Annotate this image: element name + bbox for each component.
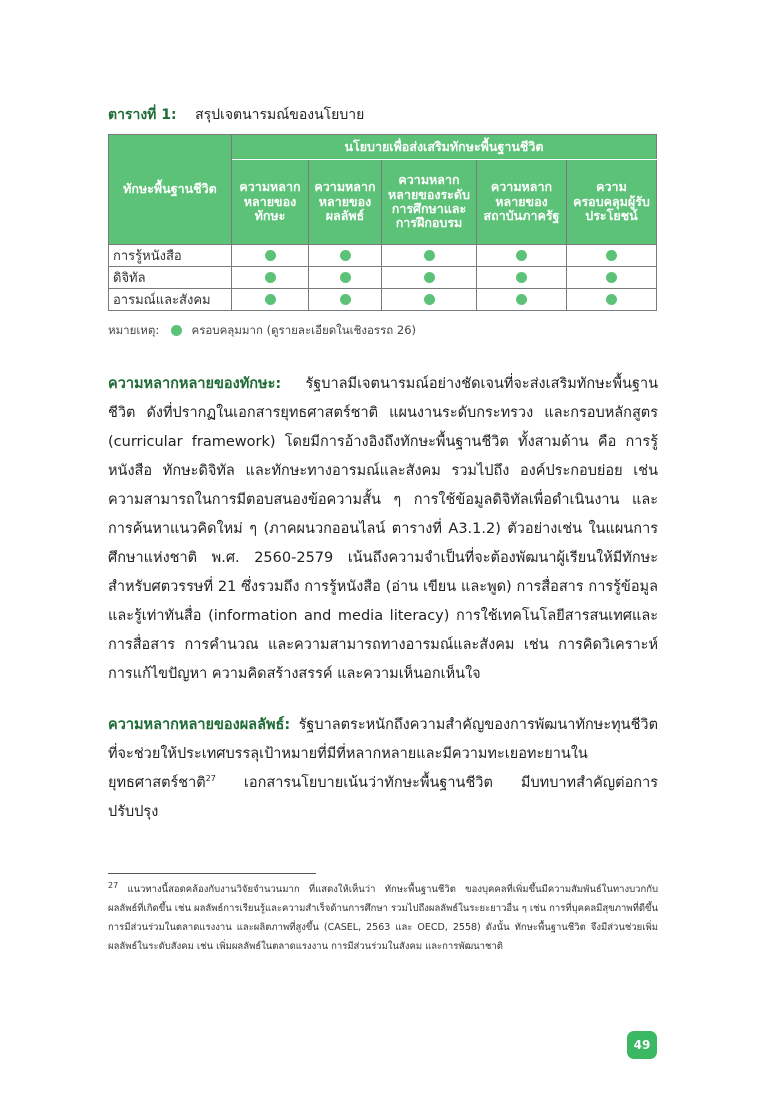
coverage-cell xyxy=(567,289,657,311)
high-coverage-dot-icon xyxy=(424,294,435,305)
column-header: ความหลากหลายของระดับการศึกษาและการฝึกอบรม xyxy=(382,160,477,245)
column-header: ความหลากหลายของทักษะ xyxy=(232,160,309,245)
table-row xyxy=(109,289,657,311)
column-header: ความหลากหลายของผลลัพธ์ xyxy=(309,160,382,245)
footnote-number: 27 xyxy=(108,880,119,890)
coverage-cell xyxy=(567,267,657,289)
coverage-cell xyxy=(382,245,477,267)
group-header: นโยบายเพื่อส่งเสริมทักษะพื้นฐานชีวิต xyxy=(232,135,657,160)
high-coverage-dot-icon xyxy=(340,272,351,283)
column-header: ความครอบคลุมผู้รับประโยชน์ xyxy=(567,160,657,245)
high-coverage-dot-icon xyxy=(424,250,435,261)
footnote-text: แนวทางนี้สอดคล้องกับงานวิจัยจำนวนมาก ที่แสดงให้เห็นว่า ทักษะพื้นฐานชีวิต ของบุคคลที่เพิ่มขึ้นมีความสัมพันธ์ในทางบวกกับผลลัพธ์ที่เกิดขึ้น เช่น ผลลัพธ์การเรียนรู้และความสำเร็จด้านการศึกษา รวมไปถึงผลลัพธ์ในระยะยาวอื่น ๆ เช่น การที่บุคคลมีสุขภาพที่ดีขึ้น การมีส่วนร่วมในตลาดแรงงาน และผลิตภาพที่สูงขึ้น (CASEL, 2563 และ OECD, 2558) ดังนั้น ทักษะพื้นฐานชีวิต จึงมีส่วนช่วยเพิ่มผลลัพธ์ในระดับสังคม เช่น เพิ่มผลลัพธ์ในตลาดแรงงาน การมีส่วนร่วมในสังคม และการพัฒนาชาติ xyxy=(108,884,658,952)
coverage-cell xyxy=(477,267,567,289)
legend-label: หมายเหตุ: xyxy=(108,323,160,337)
high-coverage-dot-icon xyxy=(265,272,276,283)
paragraph-body: รัฐบาลมีเจตนารมณ์อย่างชัดเจนที่จะส่งเสริมทักษะพื้นฐานชีวิต ดังที่ปรากฏในเอกสารยุทธศาสตร์ชาติ แผนงานระดับกระทรวง และกรอบหลักสูตร (curricular framework) โดยมีการอ้างอิงถึงทักษะพื้นฐานชีวิต ทั้งสามด้าน คือ การรู้หนังสือ ทักษะดิจิทัล และทักษะทางอารมณ์และสังคม รวมไปถึง องค์ประกอบย่อย เช่น ความสามารถในการมีตอบสนองข้อความสั้น ๆ การใช้ข้อมูลดิจิทัลเพื่อดำเนินงาน และการค้นหาแนวคิดใหม่ ๆ (ภาคผนวกออนไลน์ ตารางที่ A3.1.2) ตัวอย่างเช่น ในแผนการศึกษาแห่งชาติ พ.ศ. 2560-2579 เน้นถึงความจำเป็นที่จะต้องพัฒนาผู้เรียนให้มีทักษะสำหรับศตวรรษที่ 21 ซึ่งรวมถึง การรู้หนังสือ (อ่าน เขียน และพูด) การสื่อสาร การรู้ข้อมูลและรู้เท่าทันสื่อ (information and media literacy) การใช้เทคโนโลยีสารสนเทศและการสื่อสาร การคำนวณ และความสามารถทางอารมณ์และสังคม เช่น การคิดวิเคราะห์ การแก้ไขปัญหา ความคิดสร้างสรรค์ และความเห็นอกเห็นใจ xyxy=(108,376,658,682)
high-coverage-dot-icon xyxy=(265,250,276,261)
coverage-cell xyxy=(309,289,382,311)
coverage-cell xyxy=(382,289,477,311)
table-legend xyxy=(108,322,416,340)
footnote xyxy=(108,880,658,956)
high-coverage-dot-icon xyxy=(171,325,182,336)
coverage-cell xyxy=(232,289,309,311)
coverage-cell xyxy=(477,245,567,267)
high-coverage-dot-icon xyxy=(606,272,617,283)
legend-text: ครอบคลุมมาก (ดูรายละเอียดในเชิงอรรถ 26) xyxy=(191,323,417,337)
paragraph-heading: ความหลากหลายของผลลัพธ์: xyxy=(108,717,291,733)
table-row xyxy=(109,267,657,289)
row-header: ทักษะพื้นฐานชีวิต xyxy=(109,135,232,245)
high-coverage-dot-icon xyxy=(606,250,617,261)
footnote-divider xyxy=(108,873,316,874)
high-coverage-dot-icon xyxy=(516,250,527,261)
coverage-cell xyxy=(309,267,382,289)
paragraph-heading: ความหลากหลายของทักษะ: xyxy=(108,376,282,392)
table-caption-label: ตารางที่ 1: xyxy=(108,107,177,123)
policy-summary-table xyxy=(108,134,657,311)
row-label: การรู้หนังสือ xyxy=(109,245,232,267)
coverage-cell xyxy=(232,245,309,267)
high-coverage-dot-icon xyxy=(516,272,527,283)
high-coverage-dot-icon xyxy=(424,272,435,283)
coverage-cell xyxy=(567,245,657,267)
page-number-badge: 49 xyxy=(627,1031,657,1059)
row-label: อารมณ์และสังคม xyxy=(109,289,232,311)
paragraph-outcomes-diversity xyxy=(108,711,658,827)
column-header: ความหลากหลายของสถาบันภาครัฐ xyxy=(477,160,567,245)
coverage-cell xyxy=(232,267,309,289)
paragraph-body-continued: เอกสารนโยบายเน้นว่าทักษะพื้นฐานชีวิต มีบทบาทสำคัญต่อการปรับปรุง xyxy=(108,775,658,820)
high-coverage-dot-icon xyxy=(516,294,527,305)
high-coverage-dot-icon xyxy=(265,294,276,305)
high-coverage-dot-icon xyxy=(340,294,351,305)
table-caption-title: สรุปเจตนารมณ์ของนโยบาย xyxy=(195,107,365,123)
footnote-reference[interactable]: 27 xyxy=(205,774,216,784)
high-coverage-dot-icon xyxy=(340,250,351,261)
table-caption xyxy=(108,104,364,126)
paragraph-skills-diversity xyxy=(108,370,658,689)
high-coverage-dot-icon xyxy=(606,294,617,305)
coverage-cell xyxy=(382,267,477,289)
coverage-cell xyxy=(309,245,382,267)
table-row xyxy=(109,245,657,267)
paragraph-body: รัฐบาลตระหนักถึงความสำคัญของการพัฒนาทักษะทุนชีวิตที่จะช่วยให้ประเทศบรรลุเป้าหมายที่มีที่หลากหลายและมีความทะเยอทะยานในยุทธศาสตร์ชาติ xyxy=(108,717,658,791)
coverage-cell xyxy=(477,289,567,311)
row-label: ดิจิทัล xyxy=(109,267,232,289)
